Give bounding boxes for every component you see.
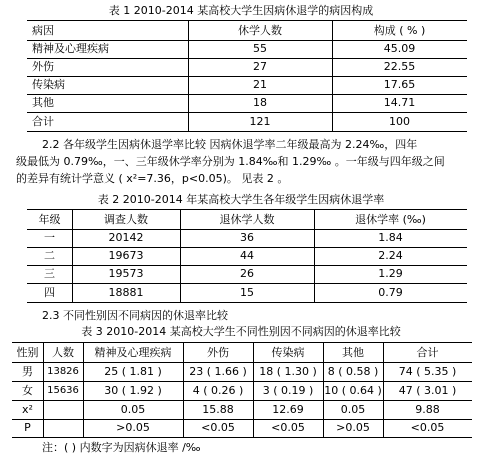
- table2-cell: 20142: [108, 231, 144, 244]
- table2-cell: 二: [44, 249, 55, 262]
- table1-header-rule: [27, 40, 467, 41]
- table1-cell: 精神及心理疾病: [32, 42, 109, 55]
- table2-cell: 44: [240, 249, 254, 262]
- table2-cell: 2.24: [378, 249, 403, 262]
- table3-header-total: 合计: [416, 346, 439, 359]
- table3-cell: 15.88: [202, 403, 234, 416]
- paragraph-line: 级最低为 0.79‰，一、三年级休学率分别为 1.84‰和 1.29‰ 。一年级与四年级之间: [16, 155, 445, 168]
- table1-cell: 传染病: [32, 78, 65, 91]
- table3-top-rule: [12, 342, 472, 343]
- table3-cell: >0.05: [116, 421, 150, 434]
- paragraph-line: 的差异有统计学意义 ( x²=7.36，p<0.05)。 见表 2 。: [16, 172, 289, 185]
- table3-header-infectious: 传染病: [271, 346, 305, 359]
- table2-bottom-rule: [27, 302, 467, 303]
- table2-header-rate: 退休学率 (‰): [355, 213, 426, 226]
- table3-header-rule: [12, 362, 472, 363]
- table3-cell: x²: [22, 403, 33, 416]
- table1-row-rule: [27, 94, 467, 95]
- table3-cell: 10 ( 0.64 ): [324, 384, 382, 397]
- table3-cell: 8 ( 0.58 ): [327, 365, 379, 378]
- table2-cell: 0.79: [378, 286, 403, 299]
- table1-header-count: 休学人数: [238, 24, 282, 37]
- table3-note: 注：( ) 内数字为因病休退率 /‰: [42, 441, 201, 454]
- table1-row-rule: [27, 112, 467, 113]
- table2-header-dropouts: 退休学人数: [219, 213, 275, 226]
- table1-cell: 14.71: [383, 96, 416, 109]
- table3-header-gender: 性别: [16, 346, 39, 359]
- table2-cell: 1.84: [378, 231, 403, 244]
- table2-cell: 1.29: [378, 267, 403, 280]
- table1-cell: 100: [389, 115, 410, 128]
- table3-cell: 47 ( 3.01 ): [398, 384, 457, 397]
- table1-cell: 21: [253, 78, 267, 91]
- table3-cell: 12.69: [272, 403, 304, 416]
- table3-cell: 3 ( 0.19 ): [262, 384, 314, 397]
- table3-cell: 0.05: [120, 403, 146, 416]
- table3-bottom-rule: [12, 437, 472, 438]
- table3-row-rule: [12, 381, 472, 382]
- table3-cell: 女: [22, 384, 33, 397]
- table1-top-rule: [27, 20, 467, 21]
- table2-row-rule: [27, 265, 467, 266]
- table3-header-other: 其他: [342, 346, 364, 359]
- paragraph-line: 2.2 各年级学生因病休退学率比较 因病休退学率二年级最高为 2.24‰，四年: [42, 138, 418, 151]
- table1-cell: 外伤: [32, 60, 54, 73]
- table1-cell: 22.55: [383, 60, 416, 73]
- table1-cell: 合计: [32, 115, 54, 128]
- table3-cell: <0.05: [201, 421, 235, 434]
- table3-cell: 男: [22, 365, 33, 378]
- table2-cell: 36: [240, 231, 254, 244]
- table2-header-grade: 年级: [38, 213, 61, 226]
- table2-cell: 26: [240, 267, 254, 280]
- table3-cell: 23 ( 1.66 ): [189, 365, 247, 378]
- table3-caption: 表 3 2010-2014 某高校大学生不同性别因不同病因的休退率比较: [81, 325, 401, 338]
- table3-cell: 4 ( 0.26 ): [192, 384, 244, 397]
- table3-cell: <0.05: [271, 421, 305, 434]
- table2-cell: 一: [44, 231, 55, 244]
- table2-cell: 19573: [108, 267, 144, 280]
- table3-cell: 30 ( 1.92 ): [104, 384, 162, 397]
- table3-cell: <0.05: [410, 421, 445, 434]
- table1-cell: 45.09: [383, 42, 416, 55]
- table3-cell: 25 ( 1.81 ): [104, 365, 162, 378]
- table2-cell: 19673: [108, 249, 144, 262]
- table2-cell: 15: [240, 286, 254, 299]
- table3-header-trauma: 外伤: [207, 346, 229, 359]
- table1-header-cause: 病因: [32, 24, 54, 37]
- table1-cell: 18: [253, 96, 267, 109]
- table2-top-rule: [27, 209, 467, 210]
- table1-cell: 17.65: [383, 78, 416, 91]
- table2-header-surveyed: 调查人数: [104, 213, 148, 226]
- table2-caption: 表 2 2010-2014 年某高校大学生各年级学生因病休退学率: [97, 193, 385, 206]
- table3-cell: 18 ( 1.30 ): [259, 365, 317, 378]
- table2-cell: 四: [44, 286, 55, 299]
- table3-row-rule: [12, 400, 472, 401]
- table2-header-rule: [27, 229, 467, 230]
- section-2-2-paragraph: [16, 136, 476, 187]
- table3-header-count: 人数: [52, 346, 74, 359]
- table1-cell: 121: [249, 115, 271, 128]
- table1-cell: 55: [253, 42, 267, 55]
- table1-bottom-rule: [27, 131, 467, 132]
- table3-cell: 13826: [47, 366, 79, 377]
- table3-cell: 74 ( 5.35 ): [398, 365, 457, 378]
- table1-row-rule: [27, 76, 467, 77]
- table1-cell: 27: [253, 60, 267, 73]
- table3-cell: 9.88: [415, 403, 440, 416]
- table3-cell: 15636: [47, 385, 79, 396]
- table2-cell: 18881: [108, 286, 144, 299]
- table3-cell: 0.05: [340, 403, 366, 416]
- table2-cell: 三: [44, 267, 55, 280]
- table1-cell: 其他: [32, 96, 54, 109]
- table3-cell: P: [24, 421, 31, 434]
- table1-row-rule: [27, 58, 467, 59]
- table1-header-percent: 构成 ( % ): [373, 24, 426, 37]
- table3-cell: >0.05: [336, 421, 370, 434]
- table2-row-rule: [27, 283, 467, 284]
- table3-row-rule: [12, 419, 472, 420]
- section-2-3-title: 2.3 不同性别因不同病因的休退率比较: [42, 309, 228, 322]
- table3-header-mental: 精神及心理疾病: [94, 346, 172, 359]
- table2-row-rule: [27, 247, 467, 248]
- table1-caption: 表 1 2010-2014 某高校大学生因病休退学的病因构成: [108, 4, 374, 17]
